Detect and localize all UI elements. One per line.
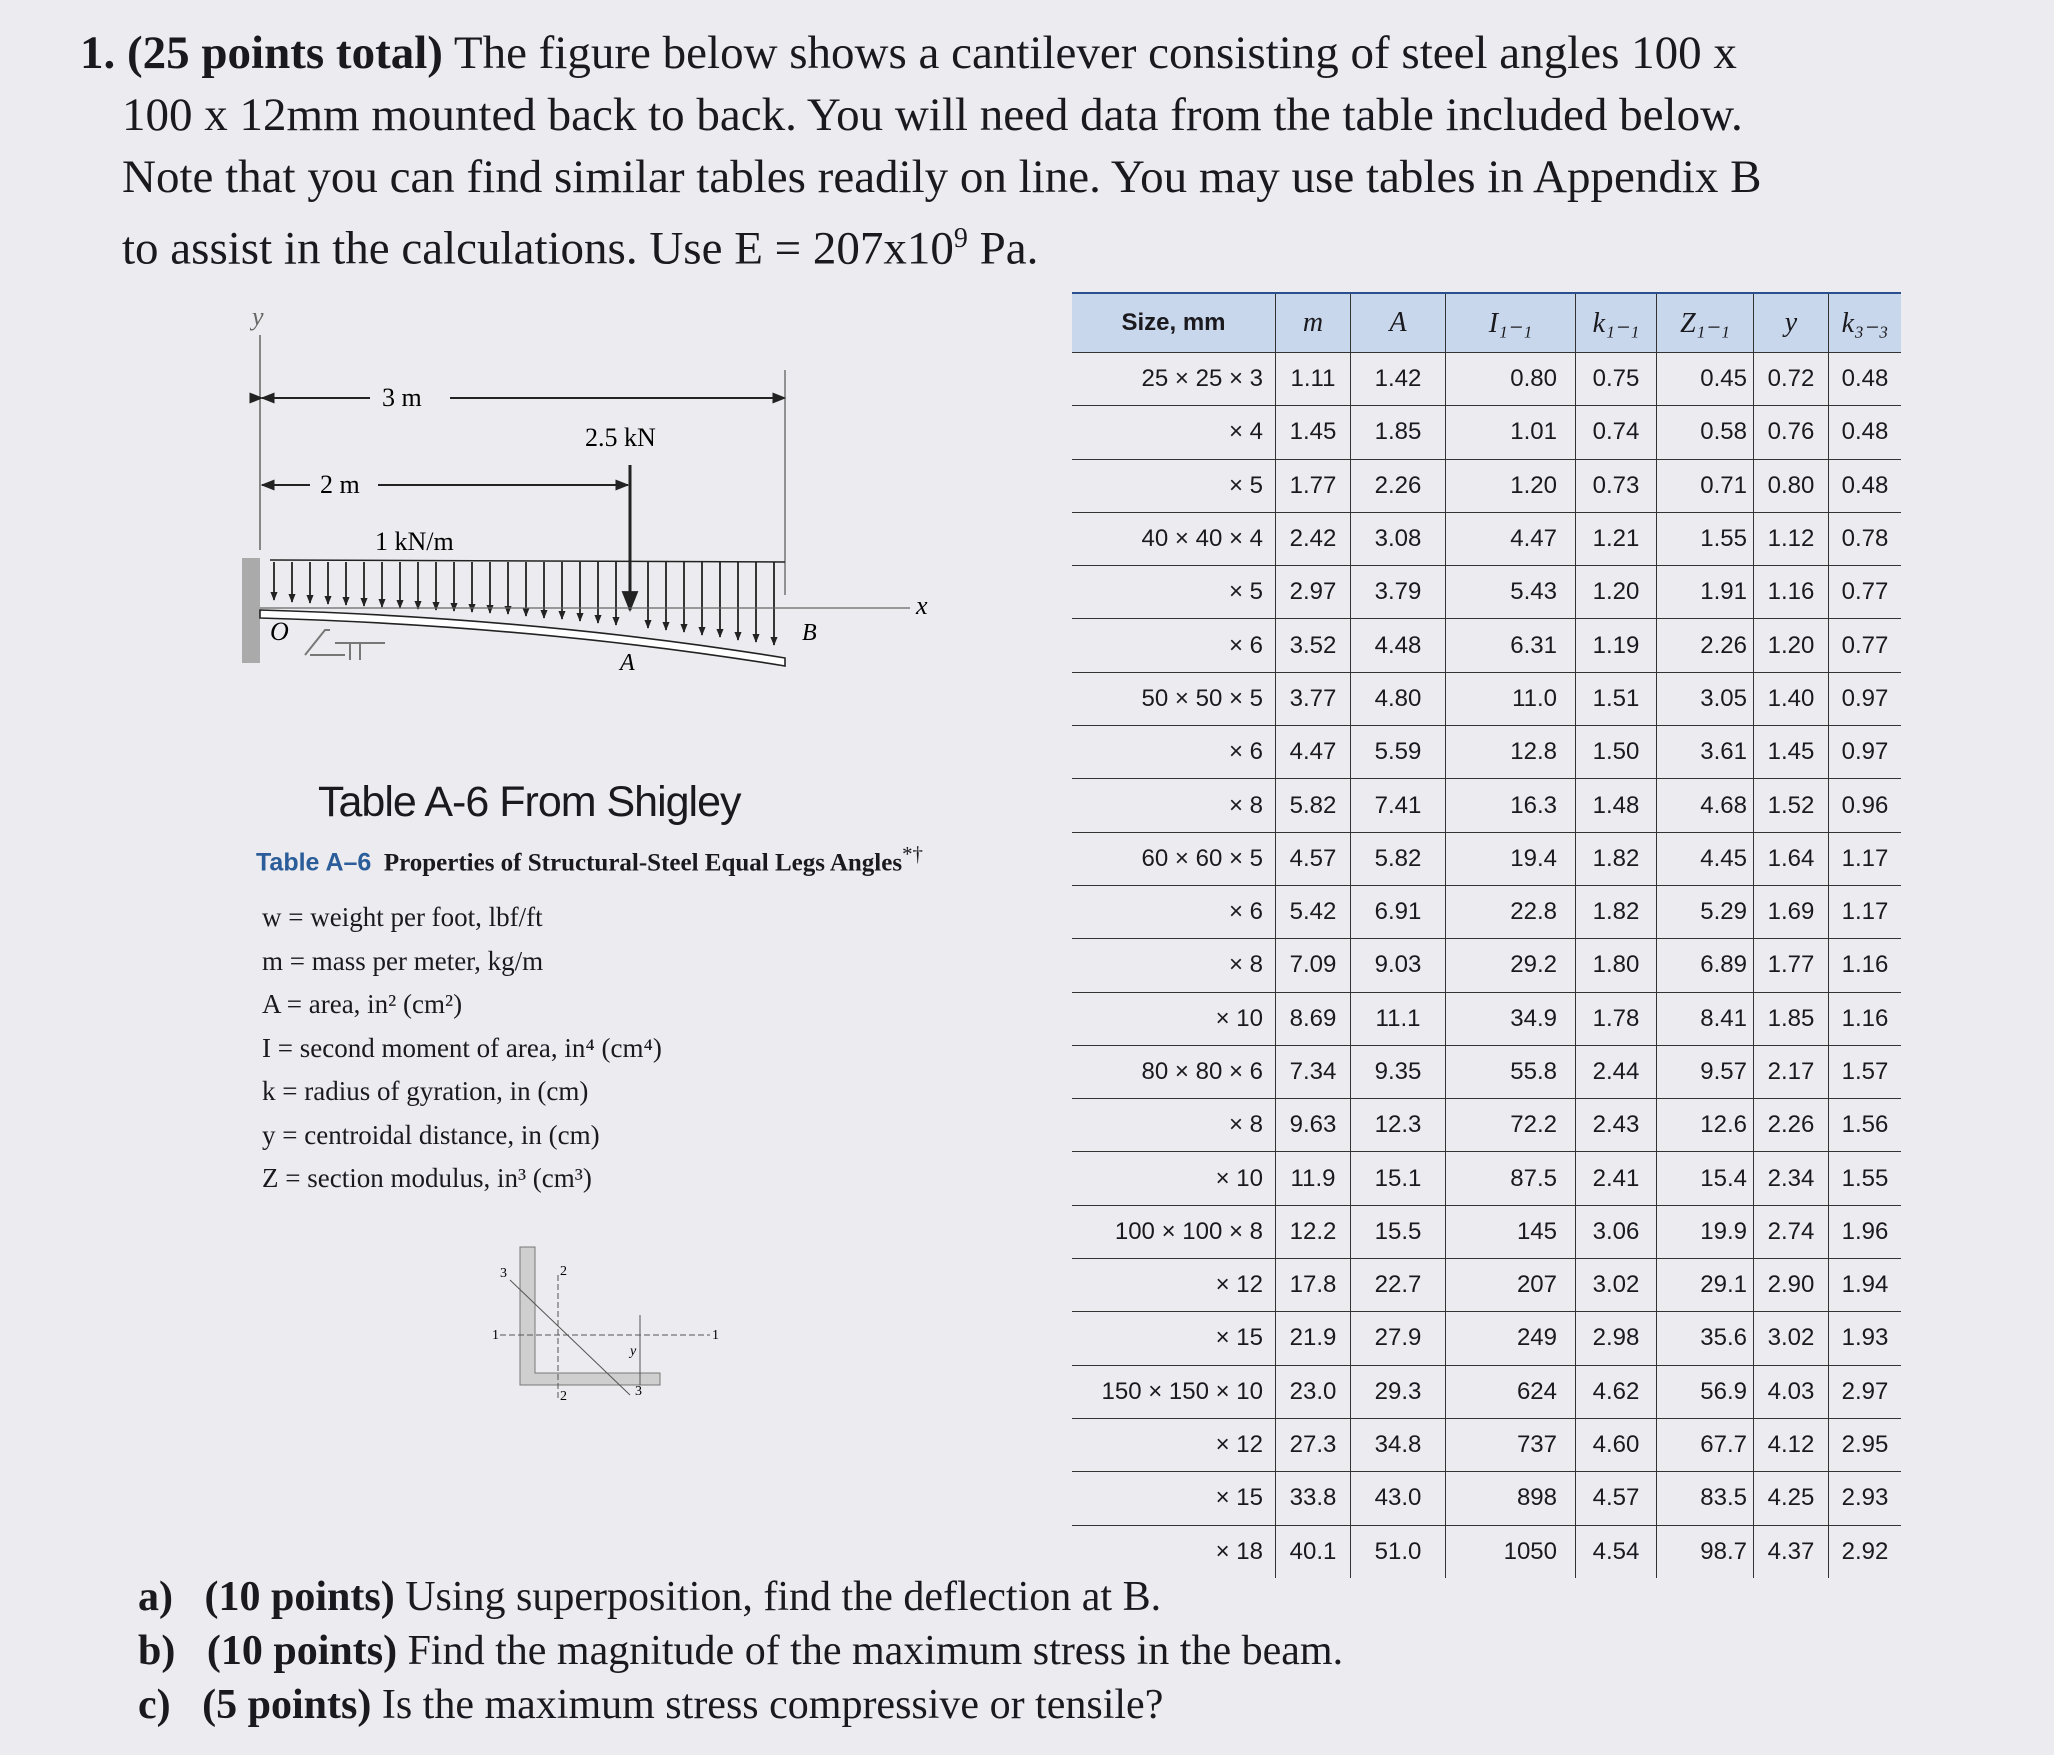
value-cell: 1.12 (1754, 512, 1829, 565)
value-cell: 3.79 (1351, 566, 1446, 619)
value-cell: 5.82 (1276, 779, 1351, 832)
value-cell: 0.48 (1829, 459, 1902, 512)
value-cell: 1.19 (1576, 619, 1657, 672)
problem-line-1 (80, 22, 1940, 84)
value-cell: 12.6 (1657, 1099, 1754, 1152)
value-cell: 1.93 (1829, 1312, 1902, 1365)
value-cell: 8.41 (1657, 992, 1754, 1045)
size-cell: × 8 (1072, 1099, 1276, 1152)
value-cell: 0.97 (1829, 672, 1902, 725)
dist-load-label: 1 kN/m (375, 527, 454, 556)
table-row (1072, 1099, 1901, 1152)
value-cell: 9.03 (1351, 939, 1446, 992)
axis-label: 2 (560, 1264, 567, 1279)
value-cell: 7.41 (1351, 779, 1446, 832)
col-header: I₁₋₁ (1446, 293, 1576, 353)
value-cell: 1.78 (1576, 992, 1657, 1045)
value-cell: 737 (1446, 1418, 1576, 1471)
table-body (1072, 353, 1901, 1578)
value-cell: 249 (1446, 1312, 1576, 1365)
value-cell: 12.8 (1446, 726, 1576, 779)
table-row (1072, 1418, 1901, 1471)
value-cell: 1.85 (1754, 992, 1829, 1045)
size-cell: × 18 (1072, 1525, 1276, 1578)
table-a6-title: Table A-6 From Shigley (318, 778, 741, 826)
value-cell: 4.54 (1576, 1525, 1657, 1578)
value-cell: 2.34 (1754, 1152, 1829, 1205)
value-cell: 4.57 (1576, 1472, 1657, 1525)
value-cell: 1.20 (1576, 566, 1657, 619)
value-cell: 0.80 (1446, 353, 1576, 406)
value-cell: 11.9 (1276, 1152, 1351, 1205)
value-cell: 1.20 (1754, 619, 1829, 672)
point-b-label: B (802, 620, 817, 646)
size-cell: × 12 (1072, 1418, 1276, 1471)
value-cell: 2.26 (1657, 619, 1754, 672)
value-cell: 4.48 (1351, 619, 1446, 672)
size-cell: × 6 (1072, 885, 1276, 938)
value-cell: 0.73 (1576, 459, 1657, 512)
value-cell: 6.31 (1446, 619, 1576, 672)
table-row (1072, 1365, 1901, 1418)
value-cell: 19.9 (1657, 1205, 1754, 1258)
value-cell: 40.1 (1276, 1525, 1351, 1578)
table-row (1072, 1259, 1901, 1312)
value-cell: 22.8 (1446, 885, 1576, 938)
problem-line-2: 100 x 12mm mounted back to back. You will need data from the table included below. (122, 89, 1743, 141)
value-cell: 1.82 (1576, 832, 1657, 885)
value-cell: 15.5 (1351, 1205, 1446, 1258)
size-cell: × 6 (1072, 619, 1276, 672)
value-cell: 4.45 (1657, 832, 1754, 885)
size-cell: × 4 (1072, 406, 1276, 459)
value-cell: 4.03 (1754, 1365, 1829, 1418)
col-header: m (1276, 293, 1351, 353)
value-cell: 1.55 (1657, 512, 1754, 565)
y-axis-label: y (252, 302, 264, 331)
value-cell: 1.17 (1829, 885, 1902, 938)
value-cell: 3.77 (1276, 672, 1351, 725)
size-cell: 100 × 100 × 8 (1072, 1205, 1276, 1258)
table-row (1072, 939, 1901, 992)
value-cell: 34.8 (1351, 1418, 1446, 1471)
point-load-label: 2.5 kN (585, 423, 656, 452)
value-cell: 4.47 (1276, 726, 1351, 779)
value-cell: 72.2 (1446, 1099, 1576, 1152)
value-cell: 3.61 (1657, 726, 1754, 779)
value-cell: 1.51 (1576, 672, 1657, 725)
value-cell: 4.68 (1657, 779, 1754, 832)
exponent: 9 (953, 223, 968, 254)
table-row (1072, 406, 1901, 459)
value-cell: 0.96 (1829, 779, 1902, 832)
value-cell: 8.69 (1276, 992, 1351, 1045)
value-cell: 16.3 (1446, 779, 1576, 832)
value-cell: 0.74 (1576, 406, 1657, 459)
value-cell: 1.77 (1754, 939, 1829, 992)
value-cell: 98.7 (1657, 1525, 1754, 1578)
value-cell: 1.42 (1351, 353, 1446, 406)
value-cell: 4.12 (1754, 1418, 1829, 1471)
size-cell: × 15 (1072, 1312, 1276, 1365)
value-cell: 2.41 (1576, 1152, 1657, 1205)
value-cell: 9.35 (1351, 1045, 1446, 1098)
axis-label: 1 (712, 1328, 719, 1343)
table-row (1072, 1472, 1901, 1525)
value-cell: 6.89 (1657, 939, 1754, 992)
value-cell: 7.09 (1276, 939, 1351, 992)
value-cell: 2.95 (1829, 1418, 1902, 1471)
value-cell: 2.90 (1754, 1259, 1829, 1312)
value-cell: 11.1 (1351, 992, 1446, 1045)
properties-table (1072, 292, 1901, 1578)
problem-line-3: Note that you can find similar tables readily on line. You may use tables in Appendix B (122, 151, 1762, 203)
point-a-label: A (620, 650, 635, 676)
size-cell: × 10 (1072, 1152, 1276, 1205)
size-cell: 50 × 50 × 5 (1072, 672, 1276, 725)
size-cell: × 5 (1072, 566, 1276, 619)
deflected-beam (260, 610, 785, 666)
legend-item: k = radius of gyration, in (cm) (262, 1076, 589, 1106)
value-cell: 207 (1446, 1259, 1576, 1312)
size-cell: 25 × 25 × 3 (1072, 353, 1276, 406)
legend-item: m = mass per meter, kg/m (262, 945, 544, 976)
cantilever-figure (210, 300, 970, 700)
table-row (1072, 672, 1901, 725)
table-row (1072, 832, 1901, 885)
value-cell: 624 (1446, 1365, 1576, 1418)
value-cell: 11.0 (1446, 672, 1576, 725)
value-cell: 0.80 (1754, 459, 1829, 512)
problem-statement (80, 22, 1940, 280)
value-cell: 2.93 (1829, 1472, 1902, 1525)
value-cell: 4.25 (1754, 1472, 1829, 1525)
section-symbol (305, 630, 385, 660)
size-cell: 60 × 60 × 5 (1072, 832, 1276, 885)
value-cell: 1.82 (1576, 885, 1657, 938)
value-cell: 145 (1446, 1205, 1576, 1258)
value-cell: 3.52 (1276, 619, 1351, 672)
value-cell: 0.97 (1829, 726, 1902, 779)
table-row (1072, 1045, 1901, 1098)
value-cell: 5.82 (1351, 832, 1446, 885)
value-cell: 1.11 (1276, 353, 1351, 406)
value-cell: 2.98 (1576, 1312, 1657, 1365)
size-cell: 150 × 150 × 10 (1072, 1365, 1276, 1418)
value-cell: 5.42 (1276, 885, 1351, 938)
value-cell: 12.3 (1351, 1099, 1446, 1152)
value-cell: 7.34 (1276, 1045, 1351, 1098)
question-b: b) (10 points) Find the magnitude of the maximum stress in the beam. (138, 1628, 1344, 1674)
value-cell: 83.5 (1657, 1472, 1754, 1525)
table-row (1072, 1312, 1901, 1365)
value-cell: 5.59 (1351, 726, 1446, 779)
table-row (1072, 992, 1901, 1045)
value-cell: 5.43 (1446, 566, 1576, 619)
axis-label: 3 (500, 1266, 507, 1281)
size-cell: 40 × 40 × 4 (1072, 512, 1276, 565)
axis-label: 1 (492, 1328, 499, 1343)
table-row (1072, 566, 1901, 619)
legend-item: y = centroidal distance, in (cm) (262, 1119, 600, 1150)
value-cell: 2.26 (1754, 1099, 1829, 1152)
table-row (1072, 619, 1901, 672)
value-cell: 4.57 (1276, 832, 1351, 885)
value-cell: 27.9 (1351, 1312, 1446, 1365)
value-cell: 17.8 (1276, 1259, 1351, 1312)
value-cell: 0.78 (1829, 512, 1902, 565)
legend-item: I = second moment of area, in⁴ (cm⁴) (262, 1032, 662, 1063)
value-cell: 0.48 (1829, 406, 1902, 459)
value-cell: 4.80 (1351, 672, 1446, 725)
size-cell: × 10 (1072, 992, 1276, 1045)
value-cell: 3.02 (1754, 1312, 1829, 1365)
value-cell: 2.17 (1754, 1045, 1829, 1098)
axis-label: 2 (560, 1389, 567, 1400)
value-cell: 2.43 (1576, 1099, 1657, 1152)
size-cell: 80 × 80 × 6 (1072, 1045, 1276, 1098)
value-cell: 1.16 (1829, 939, 1902, 992)
value-cell: 0.58 (1657, 406, 1754, 459)
table-row (1072, 459, 1901, 512)
problem-number: 1. (80, 27, 116, 79)
size-cell: × 8 (1072, 939, 1276, 992)
axis-label: y (630, 1344, 637, 1359)
problem-line-4: to assist in the calculations. Use $E = 207x10^9$ Pa. (122, 222, 1039, 275)
properties-table-wrap (1072, 292, 1901, 1578)
value-cell: 1.96 (1829, 1205, 1902, 1258)
table-row (1072, 726, 1901, 779)
value-cell: 4.62 (1576, 1365, 1657, 1418)
value-cell: 0.77 (1829, 619, 1902, 672)
value-cell: 67.7 (1657, 1418, 1754, 1471)
wall-support (242, 558, 260, 663)
axis-label: 3 (635, 1384, 642, 1399)
col-header: A (1351, 293, 1446, 353)
value-cell: 1.17 (1829, 832, 1902, 885)
dim-3m: 3 m (382, 383, 422, 412)
value-cell: 1.77 (1276, 459, 1351, 512)
problem-points: (25 points total) (127, 27, 443, 79)
value-cell: 22.7 (1351, 1259, 1446, 1312)
value-cell: 35.6 (1657, 1312, 1754, 1365)
value-cell: 1.16 (1829, 992, 1902, 1045)
value-cell: 29.2 (1446, 939, 1576, 992)
dim-2m: 2 m (320, 470, 360, 499)
value-cell: 34.9 (1446, 992, 1576, 1045)
table-row (1072, 1152, 1901, 1205)
value-cell: 1.94 (1829, 1259, 1902, 1312)
questions (138, 1570, 1343, 1732)
value-cell: 3.06 (1576, 1205, 1657, 1258)
x-axis-label: x (916, 591, 928, 620)
value-cell: 21.9 (1276, 1312, 1351, 1365)
col-header: Size, mm (1072, 293, 1276, 353)
value-cell: 9.57 (1657, 1045, 1754, 1098)
value-cell: 1050 (1446, 1525, 1576, 1578)
value-cell: 2.92 (1829, 1525, 1902, 1578)
value-cell: 19.4 (1446, 832, 1576, 885)
value-cell: 29.3 (1351, 1365, 1446, 1418)
value-cell: 43.0 (1351, 1472, 1446, 1525)
value-cell: 1.50 (1576, 726, 1657, 779)
table-row (1072, 353, 1901, 406)
legend-item: Z = section modulus, in³ (cm³) (262, 1163, 592, 1193)
table-row (1072, 779, 1901, 832)
value-cell: 898 (1446, 1472, 1576, 1525)
value-cell: 1.85 (1351, 406, 1446, 459)
angle-section-diagram (480, 1235, 750, 1400)
value-cell: 9.63 (1276, 1099, 1351, 1152)
value-cell: 2.97 (1829, 1365, 1902, 1418)
value-cell: 2.74 (1754, 1205, 1829, 1258)
table-row (1072, 885, 1901, 938)
value-cell: 0.45 (1657, 353, 1754, 406)
value-cell: 0.77 (1829, 566, 1902, 619)
value-cell: 1.21 (1576, 512, 1657, 565)
value-cell: 4.37 (1754, 1525, 1829, 1578)
symbol-legend (262, 896, 662, 1201)
value-cell: 3.08 (1351, 512, 1446, 565)
value-cell: 1.57 (1829, 1045, 1902, 1098)
problem-text-1: The figure below shows a cantilever consisting of steel angles 100 x (453, 27, 1737, 79)
value-cell: 1.45 (1754, 726, 1829, 779)
value-cell: 1.69 (1754, 885, 1829, 938)
size-cell: × 8 (1072, 779, 1276, 832)
table-row (1072, 512, 1901, 565)
value-cell: 29.1 (1657, 1259, 1754, 1312)
value-cell: 27.3 (1276, 1418, 1351, 1471)
value-cell: 51.0 (1351, 1525, 1446, 1578)
value-cell: 3.05 (1657, 672, 1754, 725)
value-cell: 33.8 (1276, 1472, 1351, 1525)
col-header: y (1754, 293, 1829, 353)
value-cell: 1.20 (1446, 459, 1576, 512)
col-header: k₃₋₃ (1829, 293, 1902, 353)
value-cell: 12.2 (1276, 1205, 1351, 1258)
value-cell: 87.5 (1446, 1152, 1576, 1205)
table-row (1072, 1205, 1901, 1258)
value-cell: 15.1 (1351, 1152, 1446, 1205)
col-header: Z₁₋₁ (1657, 293, 1754, 353)
value-cell: 1.56 (1829, 1099, 1902, 1152)
legend-item: A = area, in² (cm²) (262, 989, 463, 1019)
value-cell: 1.01 (1446, 406, 1576, 459)
value-cell: 2.26 (1351, 459, 1446, 512)
table-a6-caption: Table A–6 Properties of Structural-Steel Equal Legs Angles*† (256, 842, 923, 877)
value-cell: 4.47 (1446, 512, 1576, 565)
value-cell: 0.75 (1576, 353, 1657, 406)
size-cell: × 12 (1072, 1259, 1276, 1312)
question-c: c) (5 points) Is the maximum stress compressive or tensile? (138, 1682, 1164, 1728)
value-cell: 23.0 (1276, 1365, 1351, 1418)
value-cell: 2.42 (1276, 512, 1351, 565)
value-cell: 1.52 (1754, 779, 1829, 832)
value-cell: 2.97 (1276, 566, 1351, 619)
value-cell: 0.48 (1829, 353, 1902, 406)
value-cell: 1.80 (1576, 939, 1657, 992)
value-cell: 4.60 (1576, 1418, 1657, 1471)
value-cell: 0.76 (1754, 406, 1829, 459)
table-header-row (1072, 293, 1901, 353)
value-cell: 2.44 (1576, 1045, 1657, 1098)
legend-item: w = weight per foot, lbf/ft (262, 902, 543, 932)
origin-label: O (270, 617, 289, 646)
value-cell: 6.91 (1351, 885, 1446, 938)
value-cell: 1.16 (1754, 566, 1829, 619)
value-cell: 5.29 (1657, 885, 1754, 938)
value-cell: 1.55 (1829, 1152, 1902, 1205)
value-cell: 0.72 (1754, 353, 1829, 406)
value-cell: 15.4 (1657, 1152, 1754, 1205)
size-cell: × 5 (1072, 459, 1276, 512)
col-header: k₁₋₁ (1576, 293, 1657, 353)
question-a: a) (10 points) Using superposition, find the deflection at B. (138, 1574, 1162, 1620)
value-cell: 1.64 (1754, 832, 1829, 885)
value-cell: 56.9 (1657, 1365, 1754, 1418)
size-cell: × 15 (1072, 1472, 1276, 1525)
value-cell: 1.48 (1576, 779, 1657, 832)
value-cell: 0.71 (1657, 459, 1754, 512)
size-cell: × 6 (1072, 726, 1276, 779)
value-cell: 1.91 (1657, 566, 1754, 619)
value-cell: 3.02 (1576, 1259, 1657, 1312)
value-cell: 1.45 (1276, 406, 1351, 459)
value-cell: 1.40 (1754, 672, 1829, 725)
value-cell: 55.8 (1446, 1045, 1576, 1098)
